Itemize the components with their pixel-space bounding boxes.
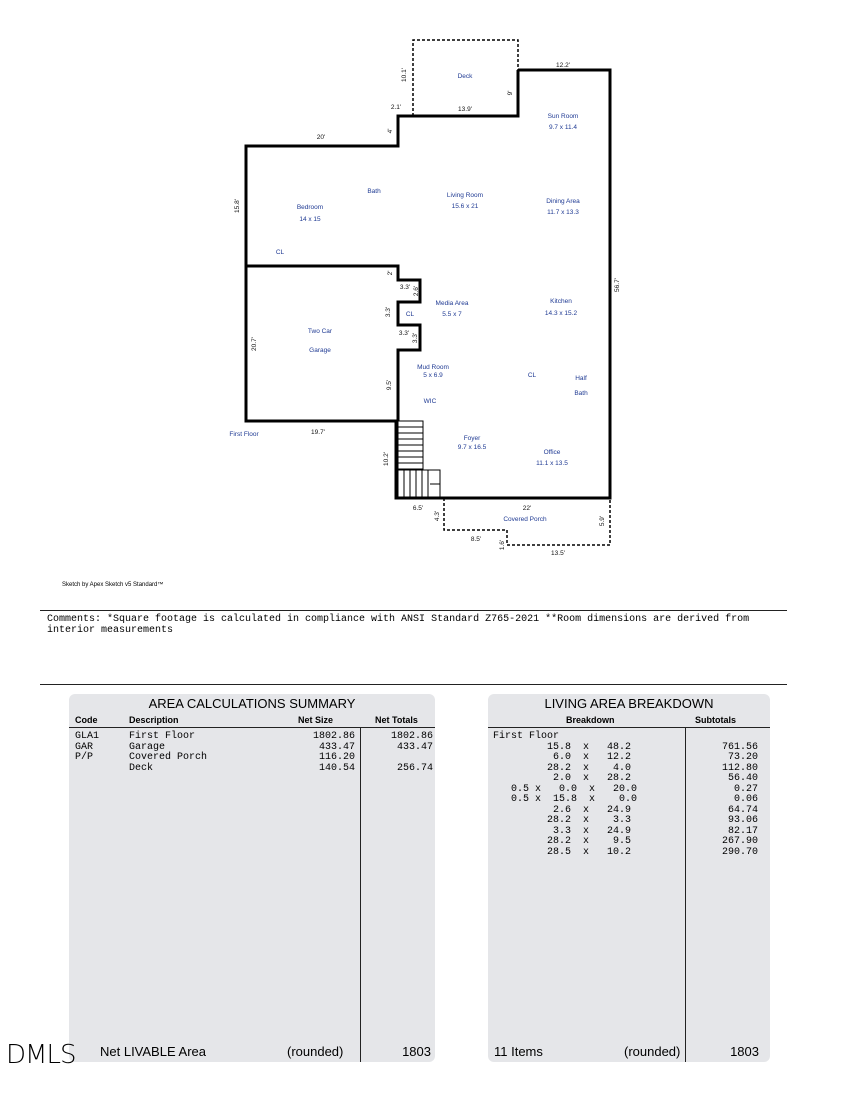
row-net-totals: 433.47 — [396, 741, 433, 753]
row-net-size: 140.54 — [318, 762, 355, 774]
header-rule — [69, 727, 435, 728]
row-code: GLA1 — [75, 731, 100, 742]
divider-top — [40, 610, 787, 611]
room-living: Living Room — [446, 192, 484, 199]
dim-label: 1.6' — [499, 539, 506, 551]
dim-label: 3.3' — [412, 332, 419, 344]
col-header-subtotals: Subtotals — [695, 715, 737, 725]
divider-bottom — [40, 684, 787, 685]
room-dining-size: 11.7 x 13.3 — [547, 209, 579, 216]
dim-label: 2.6' — [413, 285, 420, 297]
breakdown-subtotal: 0.27 — [733, 783, 758, 795]
row-net-totals: 256.74 — [396, 762, 433, 774]
breakdown-expr: 28.2 x 9.5 — [493, 836, 632, 847]
dim-label: 4.3' — [434, 510, 441, 522]
column-rule — [360, 727, 361, 1062]
col-header-net-size: Net Size — [298, 715, 334, 725]
room-kitchen: Kitchen — [550, 298, 572, 305]
dim-label: 20' — [316, 134, 326, 141]
breakdown-subtotal: 267.90 — [721, 836, 758, 847]
room-media-size: 5.5 x 7 — [442, 311, 462, 318]
dim-label: 2.1' — [390, 104, 402, 111]
rounded-label: (rounded) — [624, 1044, 681, 1059]
dim-label: 5.9' — [599, 515, 606, 527]
dim-label: 9.5' — [386, 379, 393, 391]
dim-label: 2' — [387, 270, 394, 276]
dim-label: 19.7' — [311, 429, 325, 436]
items-count: 11 Items — [494, 1044, 543, 1059]
breakdown-total-value: 1803 — [730, 1044, 759, 1059]
dim-label: 13.5' — [551, 550, 565, 557]
breakdown-expr: 2.0 x 28.2 — [493, 773, 632, 784]
room-living-size: 15.6 x 21 — [451, 203, 479, 210]
breakdown-subtotal: 82.17 — [727, 825, 758, 837]
room-office-size: 11.1 x 13.5 — [536, 460, 568, 467]
net-livable-label: Net LIVABLE Area — [100, 1044, 206, 1059]
dim-label: 3.3' — [399, 284, 411, 291]
dim-label: 15.8' — [234, 199, 241, 213]
room-porch: Covered Porch — [503, 516, 547, 523]
breakdown-expr: 3.3 x 24.9 — [493, 825, 632, 837]
header-rule — [488, 727, 770, 728]
room-mud: Mud Room — [417, 364, 449, 371]
room-half-bath-2: Bath — [574, 390, 588, 397]
breakdown-expr: 6.0 x 12.2 — [493, 752, 632, 763]
dim-label: 10.2' — [383, 452, 390, 466]
breakdown-subtotal: 112.80 — [721, 762, 758, 774]
dim-label: 8.5' — [470, 536, 482, 543]
breakdown-subtotal: 64.74 — [727, 804, 758, 816]
row-description: First Floor — [129, 731, 196, 742]
rounded-label: (rounded) — [287, 1044, 344, 1059]
row-code: P/P — [75, 752, 94, 763]
room-media: Media Area — [435, 300, 469, 307]
section-label: First Floor — [493, 731, 560, 742]
room-garage-2: Garage — [309, 347, 331, 354]
breakdown-subtotal: 761.56 — [721, 741, 758, 753]
room-wic: WIC — [423, 398, 437, 405]
dim-label: 20.7' — [251, 337, 258, 351]
living-breakdown-title: LIVING AREA BREAKDOWN — [544, 696, 714, 711]
breakdown-expr: 0.5 x 0.0 x 20.0 — [493, 783, 638, 795]
dim-label: 3.3' — [385, 306, 392, 318]
room-bedroom: Bedroom — [296, 204, 324, 211]
column-rule — [685, 727, 686, 1062]
area-summary-title: AREA CALCULATIONS SUMMARY — [148, 696, 356, 711]
breakdown-subtotal: 93.06 — [727, 815, 758, 826]
dim-label: 56.7' — [614, 278, 621, 292]
room-sun-room: Sun Room — [547, 113, 579, 120]
exterior-walls — [246, 70, 610, 498]
dim-label: 13.9' — [458, 106, 472, 113]
row-net-size: 433.47 — [318, 741, 355, 753]
room-bedroom-size: 14 x 15 — [299, 216, 321, 223]
col-header-net-totals: Net Totals — [375, 715, 418, 725]
breakdown-subtotal: 0.06 — [733, 794, 758, 805]
row-description: Deck — [129, 762, 154, 774]
room-garage-1: Two Car — [307, 328, 333, 335]
garage-wall — [246, 266, 420, 421]
dim-label: 22' — [522, 505, 532, 512]
breakdown-expr: 28.5 x 10.2 — [493, 846, 632, 858]
room-mud-size: 5 x 6.9 — [423, 372, 443, 379]
room-foyer-size: 9.7 x 16.5 — [457, 444, 487, 451]
mls-logo: DMLS — [6, 1040, 76, 1070]
room-half-bath-1: Half — [575, 375, 587, 382]
dim-label: 10.1' — [401, 68, 408, 82]
room-closet-3: CL — [527, 372, 537, 379]
room-kitchen-size: 14.3 x 15.2 — [544, 310, 578, 317]
room-deck: Deck — [457, 73, 473, 80]
area-summary-panel — [69, 694, 435, 1062]
room-bath: Bath — [367, 188, 381, 195]
row-description: Covered Porch — [129, 752, 208, 763]
col-header-breakdown: Breakdown — [566, 715, 615, 725]
col-header-description: Description — [129, 715, 179, 725]
dim-label: 12.2' — [556, 62, 570, 69]
breakdown-expr: 15.8 x 48.2 — [493, 741, 632, 753]
row-code: GAR — [75, 741, 94, 753]
breakdown-expr: 0.5 x 15.8 x 0.0 — [493, 794, 638, 805]
sketch-credit: Sketch by Apex Sketch v5 Standard™ — [62, 582, 164, 588]
dim-label: 6.5' — [412, 505, 424, 512]
breakdown-subtotal: 56.40 — [727, 773, 758, 784]
room-foyer: Foyer — [463, 435, 481, 442]
room-office: Office — [543, 449, 561, 456]
row-net-size: 1802.86 — [312, 731, 355, 742]
row-net-totals: 1802.86 — [390, 731, 433, 742]
living-breakdown-panel — [488, 694, 770, 1062]
room-closet-1: CL — [275, 249, 285, 256]
dim-label: 4' — [387, 128, 394, 134]
floor-label: First Floor — [229, 431, 259, 438]
breakdown-subtotal: 290.70 — [721, 846, 758, 858]
row-net-size: 116.20 — [318, 752, 355, 763]
breakdown-expr: 28.2 x 4.0 — [493, 762, 632, 774]
comments-text: Comments: *Square footage is calculated in compliance with ANSI Standard Z765-2021 **Room dimensions are derived from interior measurements — [47, 614, 750, 636]
dim-label: 9' — [507, 90, 514, 96]
net-livable-value: 1803 — [402, 1044, 431, 1059]
dim-label: 3.3' — [398, 330, 410, 337]
stairs-icon — [398, 421, 440, 498]
row-description: Garage — [129, 741, 166, 753]
breakdown-subtotal: 73.20 — [727, 752, 758, 763]
room-closet-2: CL — [405, 311, 415, 318]
room-dining: Dining Area — [546, 198, 580, 205]
breakdown-expr: 2.6 x 24.9 — [493, 804, 632, 816]
breakdown-expr: 28.2 x 3.3 — [493, 815, 632, 826]
col-header-code: Code — [75, 715, 98, 725]
room-sun-room-size: 9.7 x 11.4 — [548, 124, 578, 131]
